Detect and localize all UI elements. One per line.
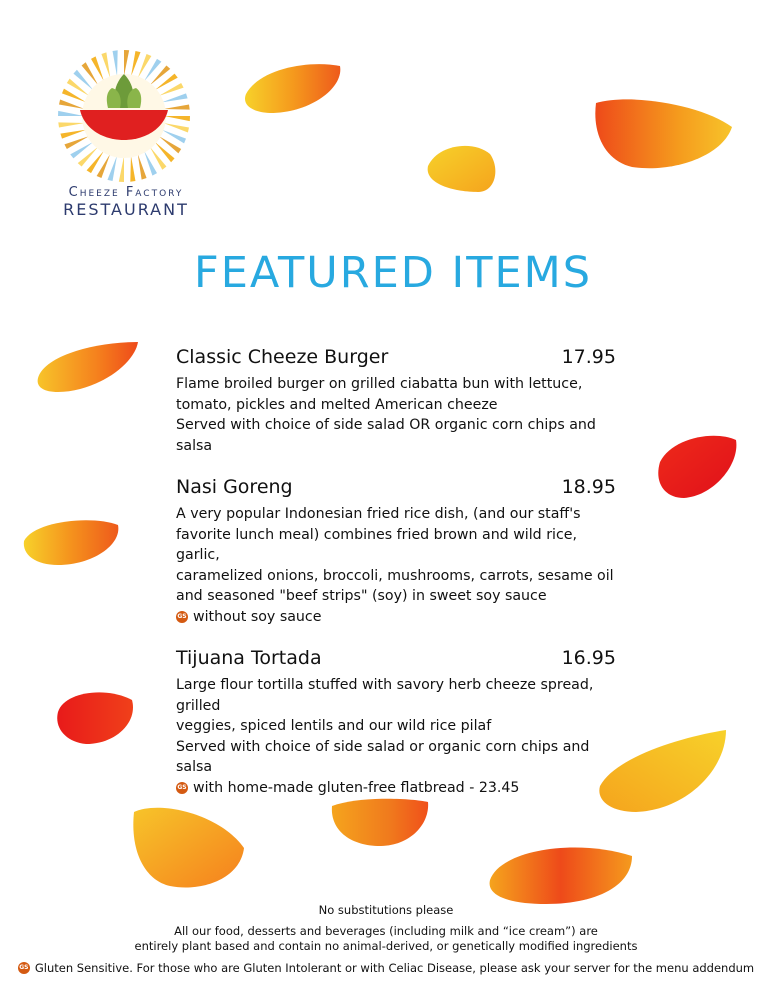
- gluten-sensitive-note: [0, 961, 772, 975]
- desc-line: Large flour tortilla stuffed with savory herb cheeze spread, grilled: [176, 677, 594, 714]
- logo-line-1: Cheeze Factory: [68, 185, 184, 200]
- desc-line: A very popular Indonesian fried rice dish, (and our staff's: [176, 506, 581, 522]
- item-name: Tijuana Tortada: [176, 647, 322, 669]
- page-title: FEATURED ITEMS: [193, 248, 593, 298]
- logo-ray: [131, 51, 141, 77]
- gluten-sensitive-option: [176, 778, 622, 799]
- logo-ray: [107, 155, 117, 181]
- decorative-petal: [592, 95, 737, 175]
- logo-ray: [130, 155, 135, 181]
- plant-based-note: [0, 924, 772, 954]
- no-substitutions-note: No substitutions please: [318, 903, 454, 917]
- decorative-petal: [486, 840, 634, 906]
- logo-ray: [59, 99, 85, 109]
- desc-line: Flame broiled burger on grilled ciabatta bun with lettuce,: [176, 376, 583, 392]
- logo-ray: [163, 123, 189, 133]
- logo-ray: [58, 122, 84, 127]
- gs-option-text: with home-made gluten-free flatbread - 23.45: [193, 779, 520, 796]
- desc-line: Served with choice of side salad OR organic corn chips and salsa: [176, 417, 596, 454]
- desc-line: Served with choice of side salad or organic corn chips and salsa: [176, 738, 590, 775]
- logo-ray: [101, 52, 110, 78]
- item-description: [176, 675, 622, 798]
- menu-item: [176, 346, 622, 456]
- desc-line: caramelized onions, broccoli, mushrooms, carrots, sesame oil: [176, 567, 614, 584]
- logo-wordmark: [56, 185, 196, 219]
- item-name: Classic Cheeze Burger: [176, 346, 389, 368]
- gs-option-text: without soy sauce: [193, 608, 322, 625]
- item-description: [176, 374, 622, 456]
- logo-ray: [119, 156, 124, 182]
- menu-item: [176, 476, 622, 627]
- decorative-petal: [34, 338, 142, 396]
- logo-ray: [162, 93, 188, 102]
- logo-ray: [58, 111, 84, 116]
- decorative-petal: [240, 58, 345, 118]
- decorative-petal: [56, 688, 138, 746]
- restaurant-logo: [58, 50, 190, 182]
- logo-line-2: RESTAURANT: [63, 200, 189, 219]
- desc-line: and seasoned "beef strips" (soy) in sweet soy sauce: [176, 588, 547, 604]
- gluten-note-text: Gluten Sensitive. For those who are Gluten Intolerant or with Celiac Disease, please ask your server for the menu addendum: [34, 961, 755, 975]
- logo-ray: [164, 116, 190, 121]
- decorative-petal: [424, 142, 500, 194]
- item-price: 18.95: [561, 476, 616, 498]
- menu-items: [176, 346, 622, 818]
- logo-ray: [60, 130, 86, 139]
- decorative-petal: [22, 515, 122, 567]
- gs-icon: GS: [18, 962, 30, 974]
- logo-ray: [138, 154, 147, 180]
- desc-line: favorite lunch meal) combines fried brown and wild rice, garlic,: [176, 526, 578, 563]
- logo-ray: [163, 105, 189, 110]
- item-name: Nasi Goreng: [176, 476, 293, 498]
- menu-item: [176, 647, 622, 798]
- logo-ray: [113, 50, 118, 76]
- item-price: 17.95: [561, 346, 616, 368]
- decorative-petal: [654, 432, 740, 502]
- logo-ray: [124, 50, 129, 76]
- item-price: 16.95: [561, 647, 616, 669]
- gs-icon: GS: [176, 782, 188, 794]
- desc-line: tomato, pickles and melted American cheeze: [176, 396, 498, 413]
- desc-line: veggies, spiced lentils and our wild rice pilaf: [176, 718, 492, 734]
- gluten-sensitive-option: [176, 607, 622, 628]
- plant-based-line: All our food, desserts and beverages (including milk and “ice cream”) are: [174, 924, 598, 938]
- gs-icon: GS: [176, 611, 188, 623]
- item-description: [176, 504, 622, 627]
- plant-based-line: entirely plant based and contain no animal-derived, or genetically modified ingredients: [134, 939, 638, 953]
